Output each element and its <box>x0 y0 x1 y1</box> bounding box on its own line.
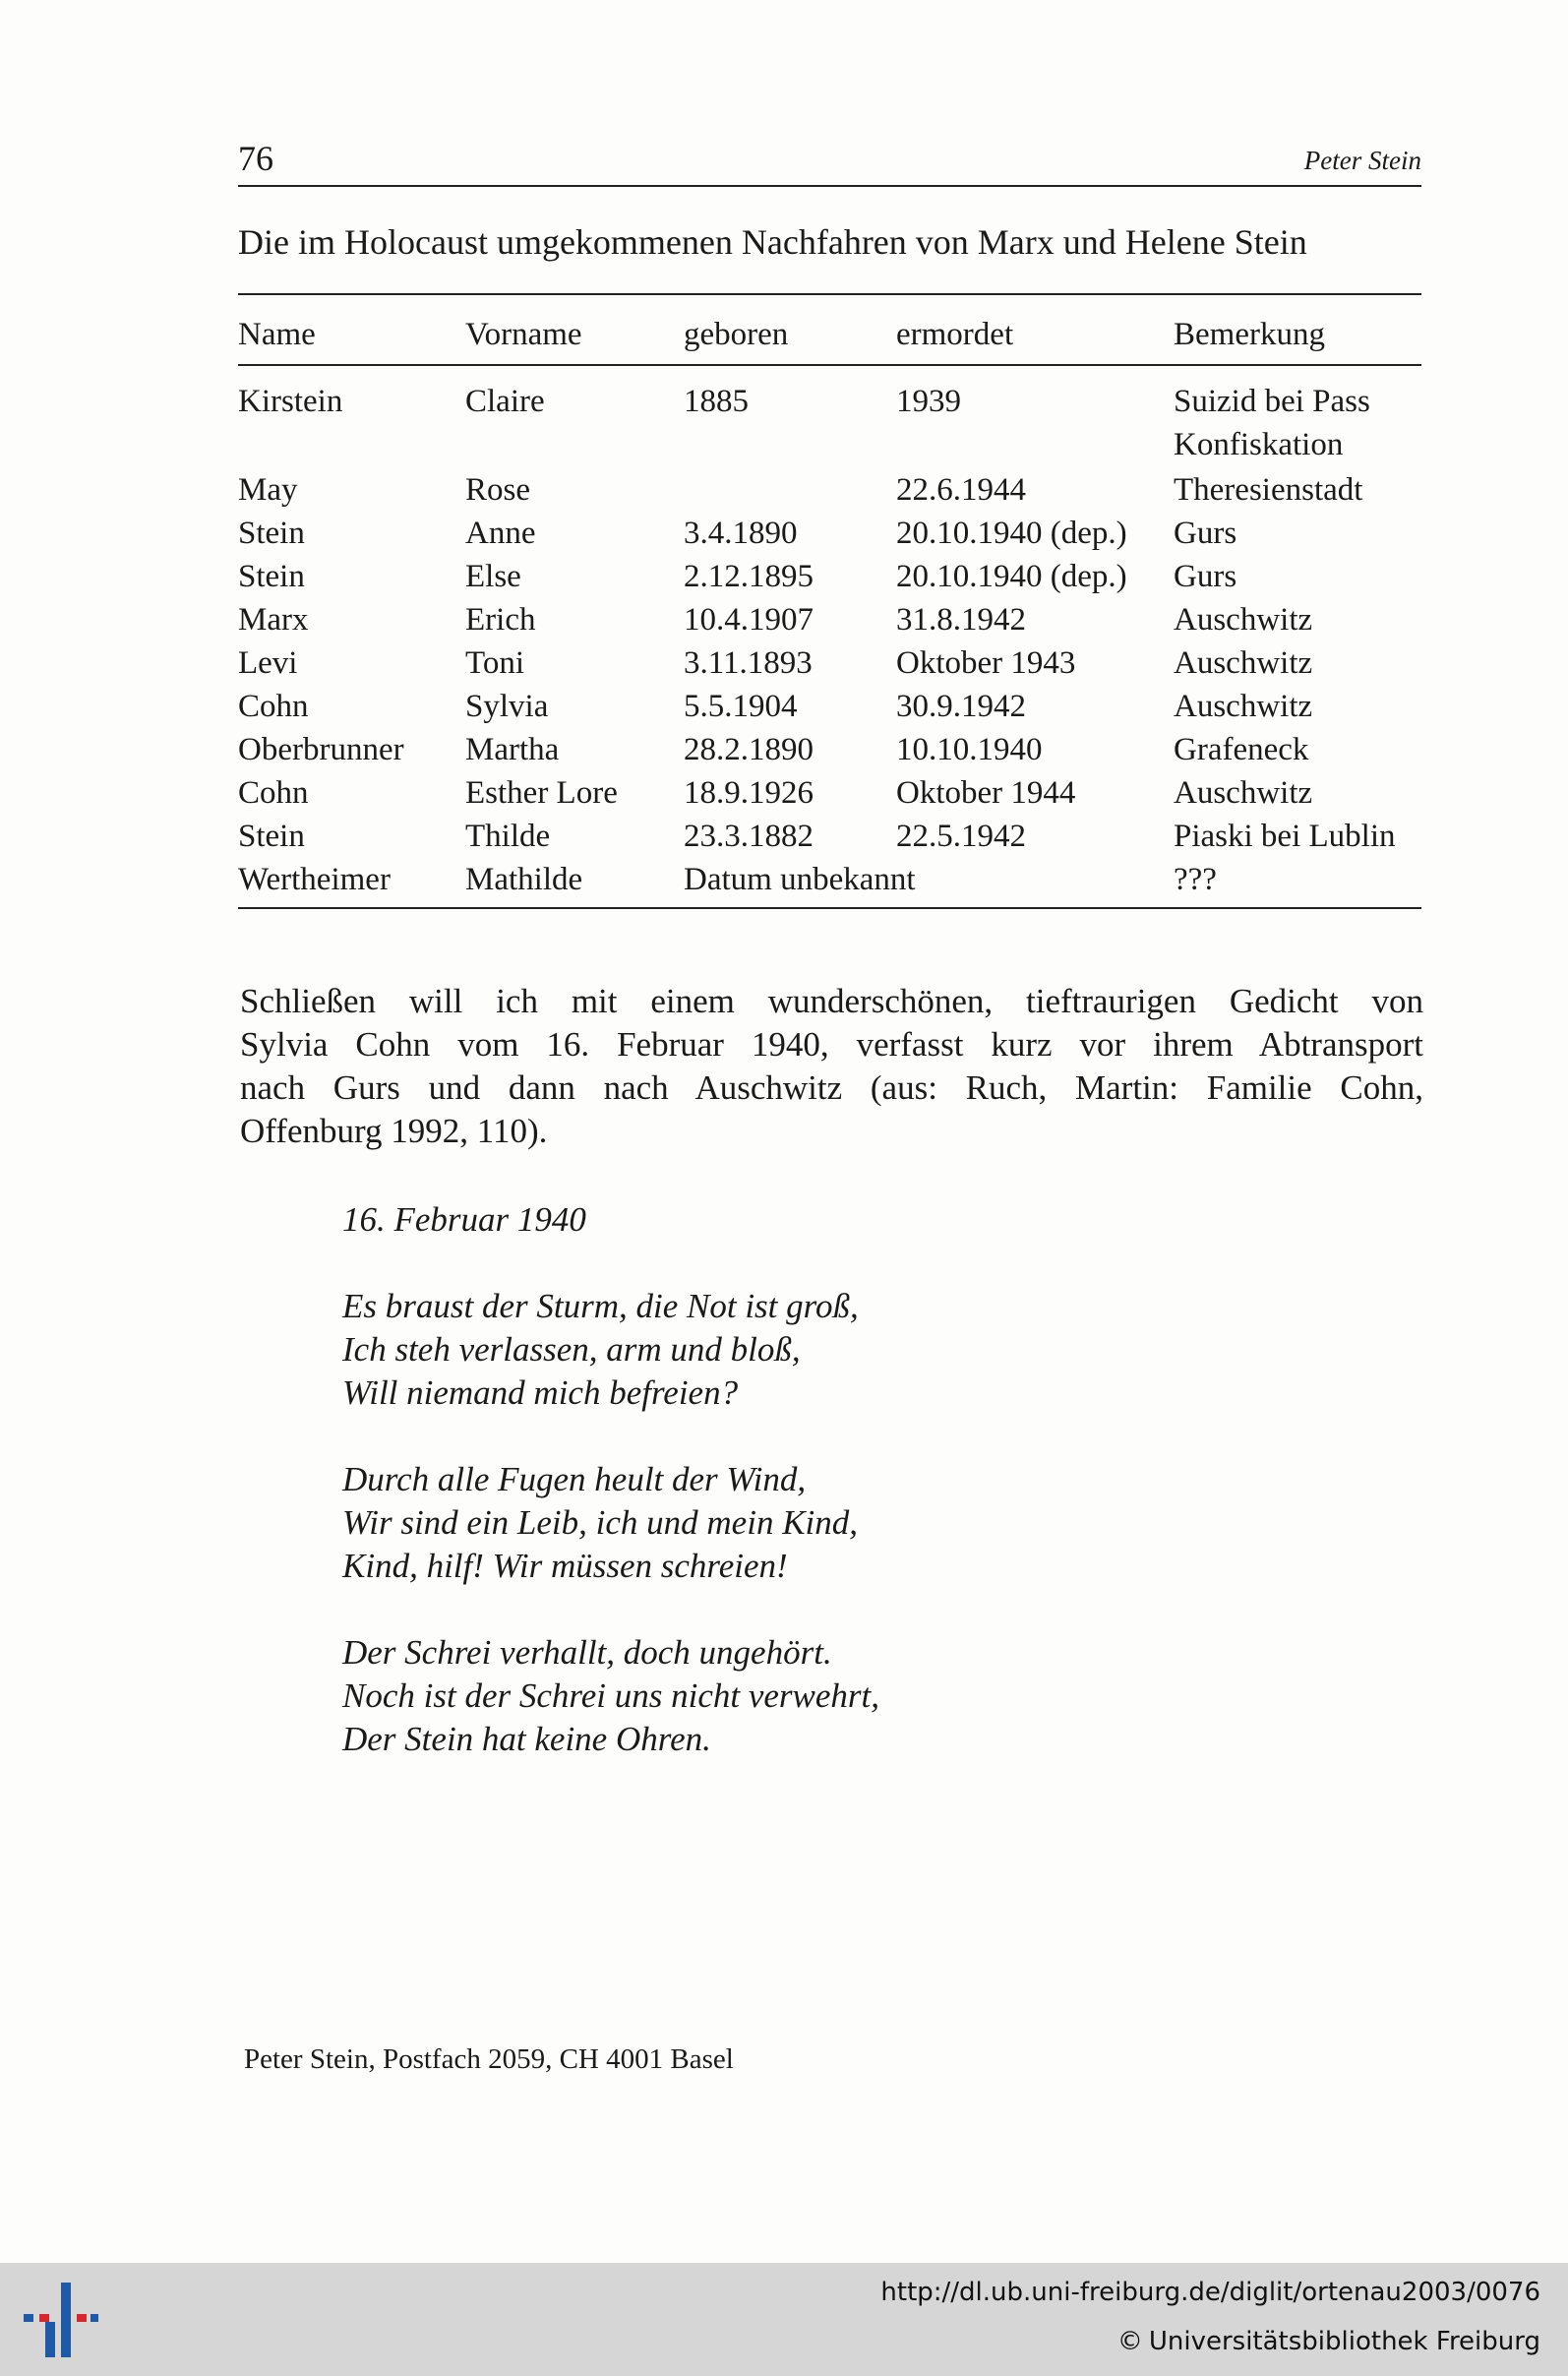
cell-geboren: 3.4.1890 <box>684 516 798 551</box>
cell-bemerkung: Auschwitz <box>1174 775 1313 811</box>
cell-bemerkung: Auschwitz <box>1174 689 1313 724</box>
cell-vorname: Esther Lore <box>465 775 618 811</box>
cell-ermordet: 20.10.1940 (dep.) <box>896 559 1127 594</box>
table-title: Die im Holocaust umgekommenen Nachfahren von Marx und Helene Stein <box>238 222 1307 262</box>
cell-bemerkung: Gurs <box>1174 559 1237 594</box>
copyright-text: Universitätsbibliothek Freiburg <box>1148 2327 1540 2356</box>
cell-geboren: 5.5.1904 <box>684 689 798 724</box>
source-url-link[interactable]: http://dl.ub.uni-freiburg.de/diglit/ortenau2003/0076 <box>880 2278 1540 2307</box>
cell-name: Cohn <box>238 689 309 724</box>
table-row <box>238 598 1421 641</box>
body-paragraph <box>240 980 1423 1153</box>
cell-ermordet: 31.8.1942 <box>896 602 1026 638</box>
ub-freiburg-logo-icon <box>22 2281 100 2359</box>
poem-line: Will niemand mich befreien? <box>342 1373 739 1412</box>
footer-band <box>0 2263 1568 2376</box>
cell-name: Kirstein <box>238 384 343 419</box>
table-top-rule <box>238 293 1421 295</box>
cell-vorname: Anne <box>465 516 536 551</box>
column-header-vorname: Vorname <box>465 317 582 352</box>
cell-geboren: 28.2.1890 <box>684 732 814 767</box>
table-row <box>238 858 1421 901</box>
table-row <box>238 771 1421 815</box>
cell-name: Stein <box>238 559 305 594</box>
author-address: Peter Stein, Postfach 2059, CH 4001 Basel <box>244 2043 734 2075</box>
cell-geboren: 2.12.1895 <box>684 559 814 594</box>
table-bottom-rule <box>238 907 1421 909</box>
cell-ermordet: 22.6.1944 <box>896 472 1026 508</box>
poem-line: Der Schrei verhallt, doch ungehört. <box>342 1633 832 1672</box>
cell-bemerkung: Gurs <box>1174 516 1237 551</box>
poem-line: Wir sind ein Leib, ich und mein Kind, <box>342 1503 859 1542</box>
poem-line: Kind, hilf! Wir müssen schreien! <box>342 1547 788 1585</box>
paragraph-line: Sylvia Cohn vom 16. Februar 1940, verfasst kurz vor ihrem Abtransport <box>240 1025 1423 1064</box>
cell-ermordet: 20.10.1940 (dep.) <box>896 516 1127 551</box>
cell-vorname: Erich <box>465 602 536 638</box>
cell-bemerkung: Suizid bei Pass <box>1174 384 1370 419</box>
cell-name: Levi <box>238 645 298 681</box>
paragraph-line: Offenburg 1992, 110). <box>240 1112 548 1150</box>
table-header-rule <box>238 364 1421 366</box>
column-header-bemerkung: Bemerkung <box>1174 317 1325 352</box>
cell-ermordet: 22.5.1942 <box>896 819 1026 854</box>
table-body <box>238 380 1421 901</box>
running-head: Peter Stein <box>1303 146 1421 175</box>
cell-geboren: 1885 <box>684 384 749 419</box>
paragraph-line: nach Gurs und dann nach Auschwitz (aus: Ruch, Martin: Familie Cohn, <box>240 1068 1423 1107</box>
copyright-notice <box>1117 2327 1540 2356</box>
poem-line: Der Stein hat keine Ohren. <box>342 1720 711 1758</box>
table-row <box>238 380 1421 462</box>
table-row <box>238 512 1421 555</box>
table-row <box>238 468 1421 512</box>
cell-vorname: Mathilde <box>465 862 583 897</box>
cell-geboren: 18.9.1926 <box>684 775 814 811</box>
cell-geboren: 3.11.1893 <box>684 645 813 681</box>
cell-bemerkung: Auschwitz <box>1174 645 1313 681</box>
cell-vorname: Claire <box>465 384 545 419</box>
page-number: 76 <box>238 139 273 178</box>
poem-stanza <box>342 1631 879 1761</box>
cell-vorname: Sylvia <box>465 689 549 724</box>
column-header-geboren: geboren <box>684 317 789 352</box>
cell-name: Wertheimer <box>238 862 391 897</box>
cell-geboren: Datum unbekannt <box>684 862 916 897</box>
page-header <box>238 138 1421 187</box>
table-row <box>238 685 1421 728</box>
cell-name: Oberbrunner <box>238 732 404 767</box>
cell-bemerkung: ??? <box>1174 862 1217 897</box>
cell-name: Stein <box>238 819 305 854</box>
cell-ermordet: 10.10.1940 <box>896 732 1043 767</box>
cell-name: Cohn <box>238 775 309 811</box>
table-row <box>238 555 1421 598</box>
column-header-ermordet: ermordet <box>896 317 1014 352</box>
cell-ermordet: Oktober 1944 <box>896 775 1076 811</box>
poem-stanza <box>342 1285 879 1415</box>
poem <box>342 1198 879 1804</box>
cell-geboren: 23.3.1882 <box>684 819 814 854</box>
cell-bemerkung: Theresienstadt <box>1174 472 1363 508</box>
poem-line: Noch ist der Schrei uns nicht verwehrt, <box>342 1676 879 1715</box>
cell-vorname: Thilde <box>465 819 551 854</box>
poem-stanza <box>342 1458 879 1588</box>
table-header-row <box>238 313 1421 352</box>
table-row <box>238 815 1421 858</box>
cell-bemerkung: Piaski bei Lublin <box>1174 819 1396 854</box>
paragraph-line: Schließen will ich mit einem wunderschönen, tieftraurigen Gedicht von <box>240 982 1423 1020</box>
cell-vorname: Toni <box>465 645 525 681</box>
cell-bemerkung: Auschwitz <box>1174 602 1313 638</box>
cell-ermordet: 1939 <box>896 384 961 419</box>
cell-ermordet: 30.9.1942 <box>896 689 1026 724</box>
cell-bemerkung: Grafeneck <box>1174 732 1309 767</box>
copyright-symbol: © <box>1116 2327 1143 2356</box>
cell-name: May <box>238 472 298 508</box>
poem-date: 16. Februar 1940 <box>342 1200 586 1239</box>
cell-vorname: Martha <box>465 732 560 767</box>
table-row <box>238 641 1421 685</box>
cell-bemerkung-continuation: Konfiskation <box>1174 427 1344 462</box>
poem-line: Es braust der Sturm, die Not ist groß, <box>342 1287 859 1325</box>
cell-vorname: Else <box>465 559 521 594</box>
cell-ermordet: Oktober 1943 <box>896 645 1076 681</box>
cell-name: Marx <box>238 602 309 638</box>
poem-line: Durch alle Fugen heult der Wind, <box>342 1460 807 1498</box>
cell-vorname: Rose <box>465 472 530 508</box>
cell-name: Stein <box>238 516 305 551</box>
table-row <box>238 728 1421 771</box>
cell-geboren: 10.4.1907 <box>684 602 814 638</box>
column-header-name: Name <box>238 317 316 352</box>
poem-line: Ich steh verlassen, arm und bloß, <box>342 1330 801 1369</box>
